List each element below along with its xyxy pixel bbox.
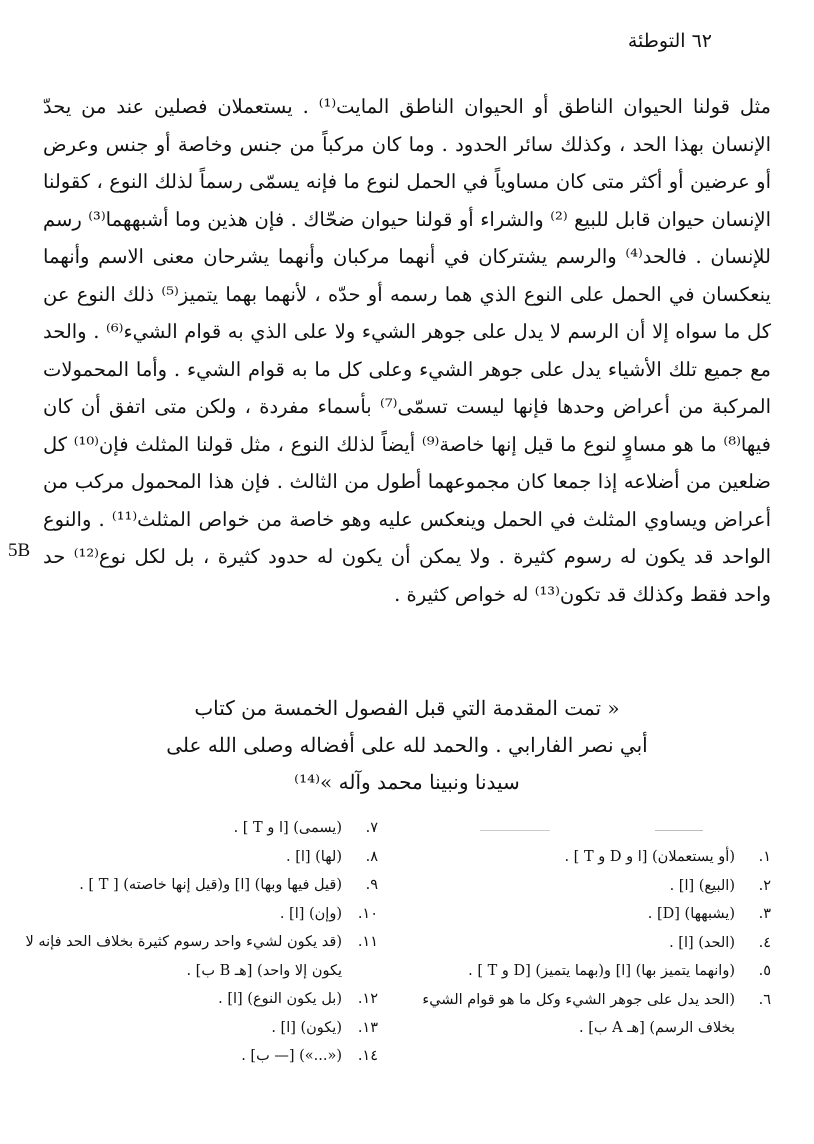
footnote-number: ١٤. [357,1048,378,1064]
footnote-text: (وإن) [ا] . [279,905,342,922]
footnote [404,900,771,929]
footnote-text: (الحد) [ا] . [669,934,735,951]
footnote-text: (بل يكون النوع) [ا] . [218,991,342,1007]
footnote-text: (لها) [ا] . [285,848,342,865]
manuscript-folio-marker: 5B [8,540,31,561]
footnote [11,928,378,985]
footnote [11,1042,378,1071]
main-text [43,88,771,613]
footnote-text: («...») [— ب] . [241,1048,342,1064]
footnote-number: ٦. [758,991,771,1008]
footnote-text: (يسمى) [ا و T ] . [233,820,342,836]
footnote-number: ٥. [758,963,771,979]
footnote-text: (الحد يدل على جوهر الشيء وكل ما هو قوام الشيء بخلاف الرسم) [هـ A ب] . [422,991,735,1036]
footnotes-column-left [11,814,378,1071]
footnote-text: (يكون) [ا] . [271,1019,342,1036]
colophon-line: أبي نصر الفارابي . والحمد لله على أفضاله وصلى الله على [166,733,648,757]
footnote [11,814,378,843]
footnote-text: (قيل فيها وبها) [ا] و(قيل إنها خاصته) [ T ] . [79,877,342,893]
colophon [43,690,771,801]
footnote-number: ٢. [758,877,771,894]
footnote [404,872,771,901]
footnote-number: ١٠. [357,905,378,922]
footnotes-column-right [404,814,771,1071]
footnote-number: ٤. [758,934,771,951]
page-header [0,30,814,64]
footnote [11,871,378,900]
footnote-text: (البيع) [ا] . [669,877,735,894]
footnote [11,1014,378,1043]
footnote-text: (وانهما يتميز بها) [ا] و(بهما يتميز) [D و T ] . [468,963,735,979]
footnote [404,843,771,872]
footnote-text: (أو يستعملان) [ا و D و T ] . [564,849,735,865]
footnote [404,957,771,986]
footnote-number: ١. [758,849,771,865]
footnote-text: (يشبهها) [D] . [647,906,735,922]
footnote-number: ١١. [357,934,378,950]
footnote-number: ١٢. [357,991,378,1007]
footnote-number: ٧. [365,820,378,836]
footnote-number: ٨. [365,848,378,865]
footnote-number: ١٣. [357,1019,378,1036]
colophon-line: سيدنا ونبينا محمد وآله »⁽¹⁴⁾ [294,770,520,794]
footnote-number: ٩. [365,877,378,893]
colophon-line: « تمت المقدمة التي قبل الفصول الخمسة من كتاب [194,696,620,720]
footnotes [11,814,771,1071]
main-paragraph: مثل قولنا الحيوان الناطق أو الحيوان الناطق المايت⁽¹⁾ . يستعملان فصلين عند من يحدّ الإنسان بهذا الحد ، وكذلك سائر الحدود . وما كان مركباً من جنس وخاصة أو جنس وعرض أو عرضين أو أكثر متى كان مساوياً في الحمل لنوع ما فإنه يسمّى رسماً لذلك النوع ، كقولنا الإنسان حيوان قابل للبيع ⁽²⁾ والشراء أو قولنا حيوان ضحّاك . فإن هذين وما أشبههما⁽³⁾ رسم للإنسان . فالحد⁽⁴⁾ والرسم يشتركان في أنهما مركبان وأنهما يشرحان معنى الاسم وأنهما ينعكسان في الحمل على النوع الذي هما رسمه أو حدّه ، لأنهما بهما يتميز⁽⁵⁾ ذلك النوع عن كل ما سواه إلا أن الرسم لا يدل على جوهر الشيء ولا على الذي به قوام الشيء⁽⁶⁾ . والحد مع جميع تلك الأشياء يدل على جوهر الشيء وعلى كل ما به قوام الشيء . وأما المحمولات المركبة من أعراض وحدها فإنها ليست تسمّى⁽⁷⁾ بأسماء مفردة ، ولكن متى اتفق أن كان فيها⁽⁸⁾ ما هو مساوٍ لنوع ما قيل إنها خاصة⁽⁹⁾ أيضاً لذلك النوع ، مثل قولنا المثلث فإن⁽¹⁰⁾ كل ضلعين من أضلاعه إذا جمعا كان مجموعهما أطول من الثالث . فإن هذا المحمول مركب من أعراض ويساوي المثلث في الحمل وينعكس عليه وهو خاصة من خواص المثلث⁽¹¹⁾ . والنوع الواحد قد يكون له رسوم كثيرة . ولا يمكن أن يكون له حدود كثيرة ، بل لكل نوع⁽¹²⁾ حد واحد فقط وكذلك قد تكون⁽¹³⁾ له خواص كثيرة . [43,95,772,606]
footnote-text: (قد يكون لشيء واحد رسوم كثيرة بخلاف الحد فإنه لا يكون إلا واحد) [هـ B ب] . [25,934,342,979]
footnote [404,986,771,1043]
footnote [11,900,378,929]
footnote [11,985,378,1014]
running-head: ٦٢ التوطئة [627,30,712,52]
footnote [404,929,771,958]
footnote-number: ٣. [758,906,771,922]
footnote [11,843,378,872]
